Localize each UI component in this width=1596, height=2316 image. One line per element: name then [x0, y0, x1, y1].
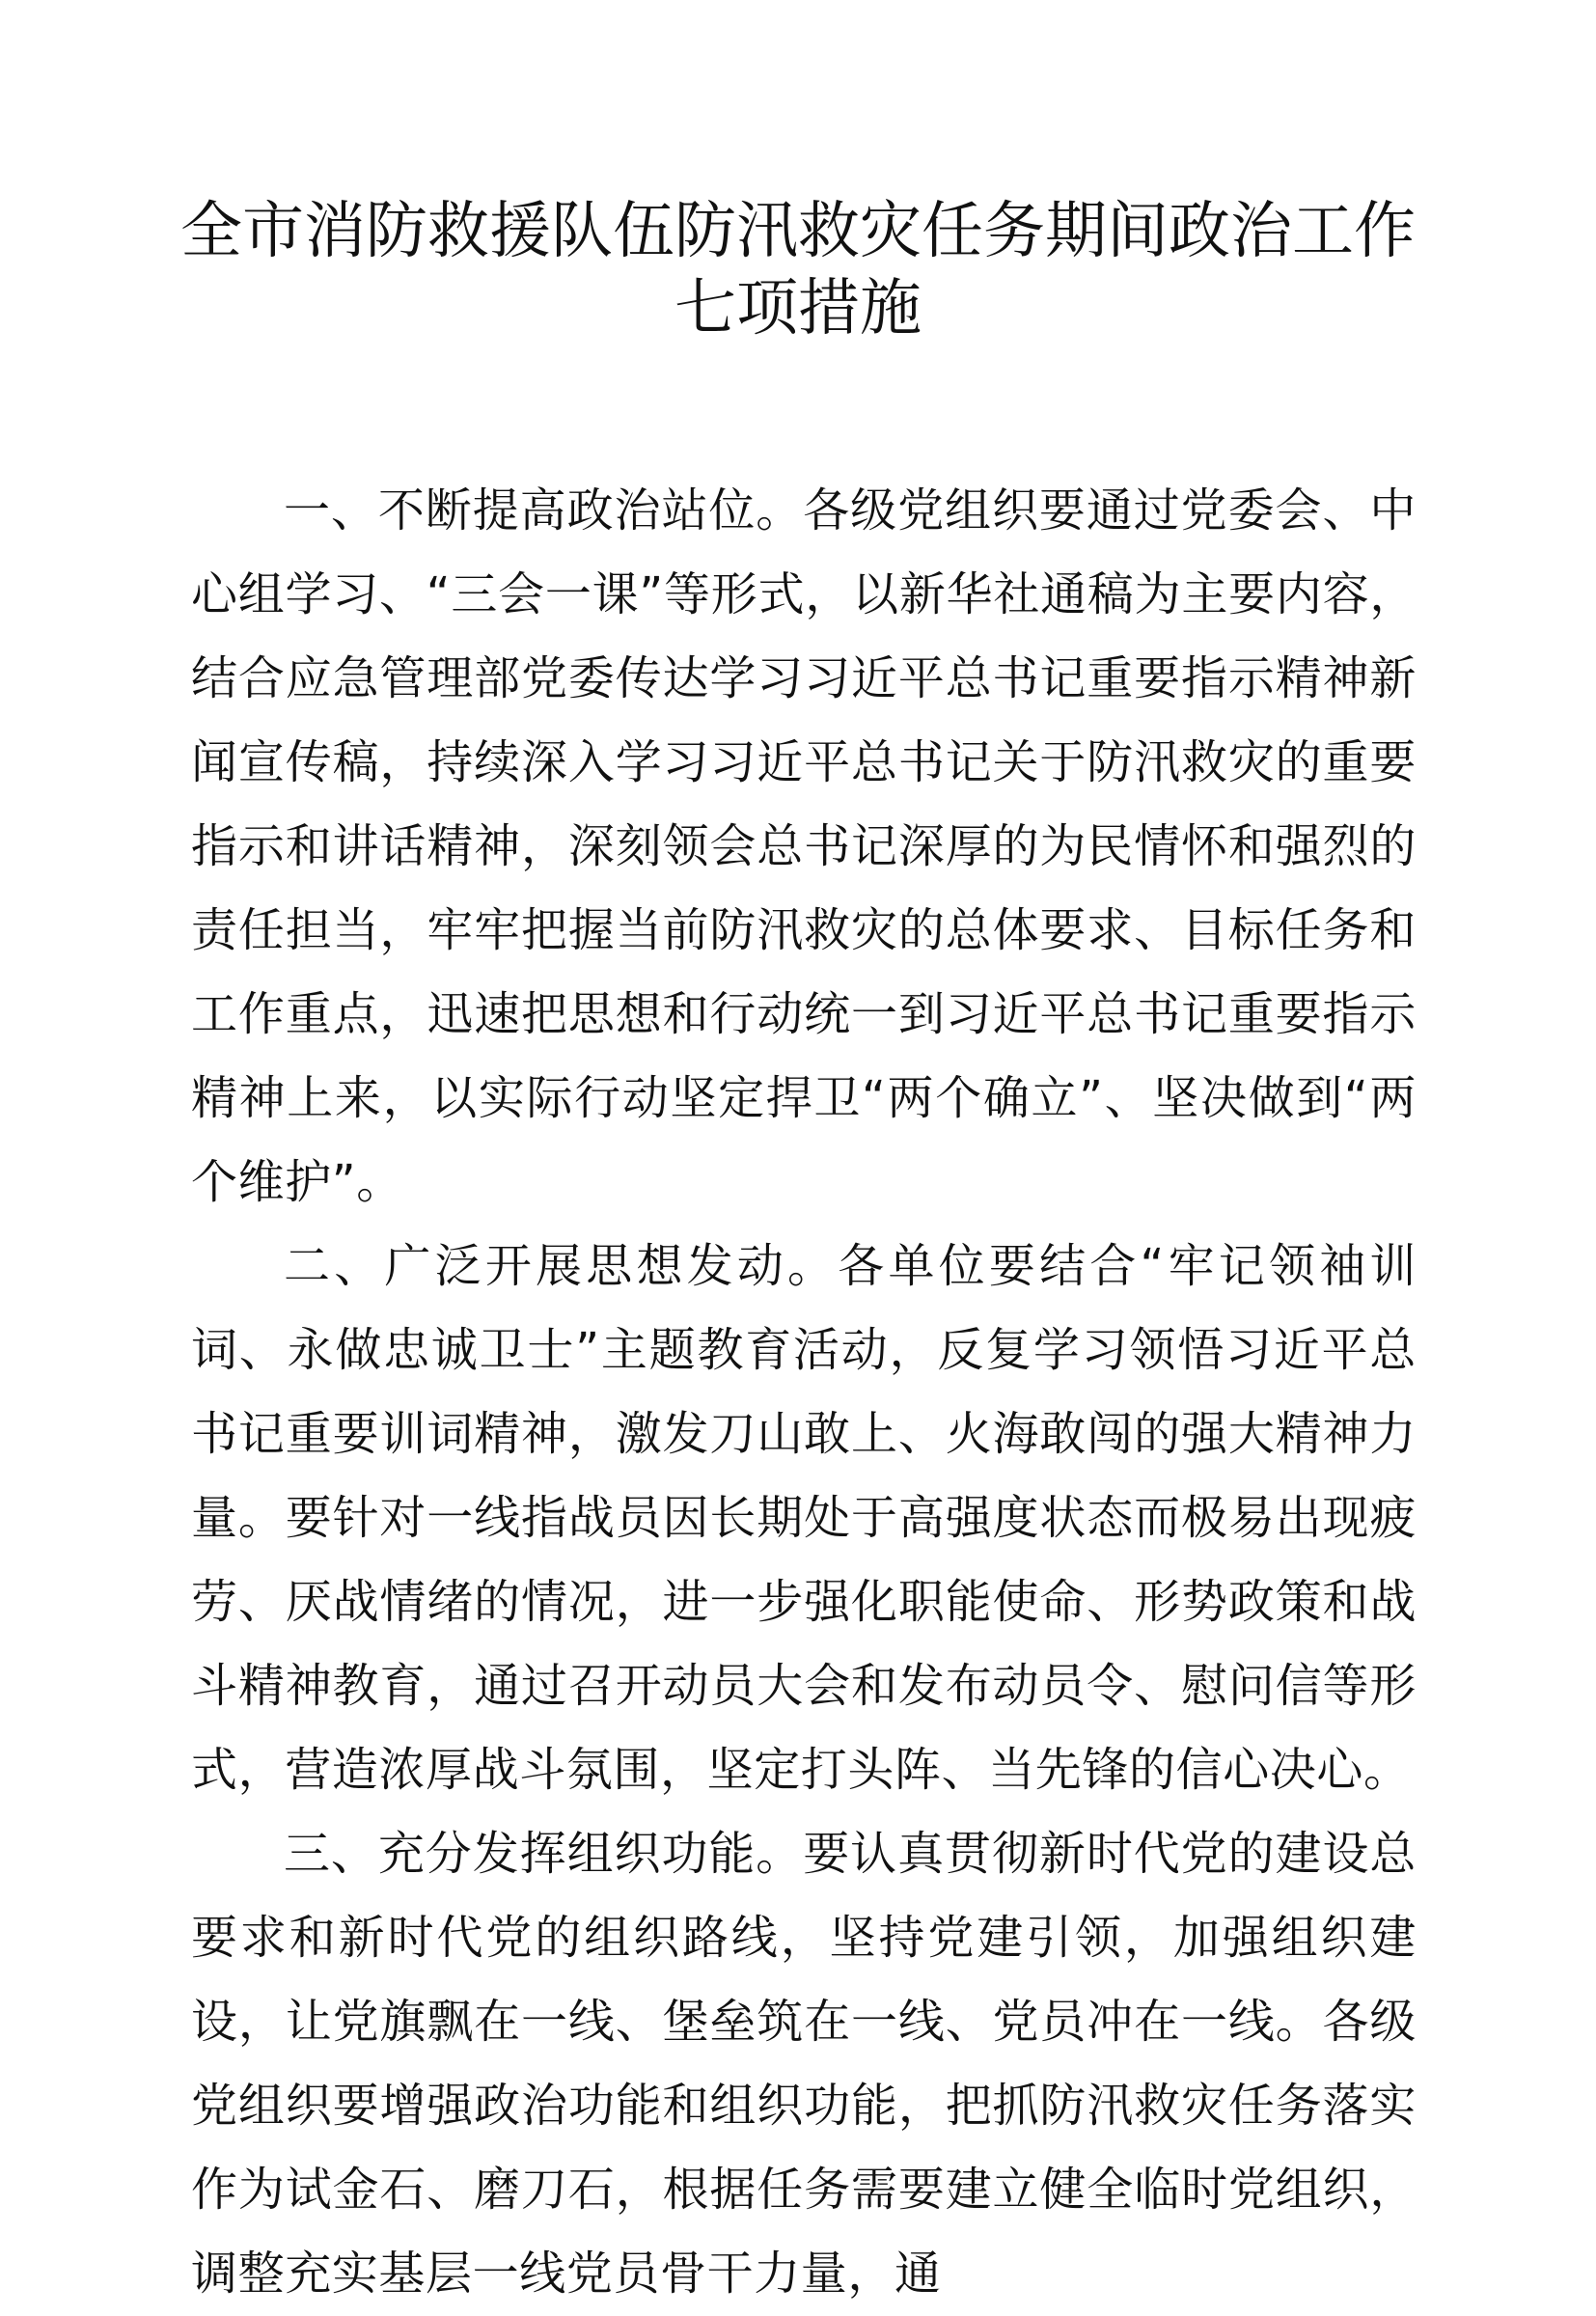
document-title — [174, 193, 1422, 347]
paragraph-2: 二、广泛开展思想发动。各单位要结合“牢记领袖训词、永做忠诚卫士”主题教育活动，反复学习领悟习近平总书记重要训词精神，激发刀山敢上、火海敢闯的强大精神力量。要针对一线指战员因长期处于高强度状态而极易出现疲劳、厌战情绪的情况，进一步强化职能使命、形势政策和战斗精神教育，通过召开动员大会和发布动员令、慰问信等形式，营造浓厚战斗氛围，坚定打头阵、当先锋的信心决心。 — [191, 1239, 1417, 1797]
paragraph-3: 三、充分发挥组织功能。要认真贯彻新时代党的建设总要求和新时代党的组织路线，坚持党建引领，加强组织建设，让党旗飘在一线、堡垒筑在一线、党员冲在一线。各级党组织要增强政治功能和组织功能，把抓防汛救灾任务落实作为试金石、磨刀石，根据任务需要建立健全临时党组织，调整充实基层一线党员骨干力量，通 — [191, 1827, 1417, 2301]
title-line-1: 全市消防救援队伍防汛救灾任务期间政治工作 — [180, 196, 1416, 267]
document-body — [191, 469, 1417, 2316]
paragraph-1: 一、不断提高政治站位。各级党组织要通过党委会、中心组学习、“三会一课”等形式，以新华社通稿为主要内容，结合应急管理部党委传达学习习近平总书记重要指示精神新闻宣传稿，持续深入学习习近平总书记关于防汛救灾的重要指示和讲话精神，深刻领会总书记深厚的为民情怀和强烈的责任担当，牢牢把握当前防汛救灾的总体要求、目标任务和工作重点，迅速把思想和行动统一到习近平总书记重要指示精神上来，以实际行动坚定捍卫“两个确立”、坚决做到“两个维护”。 — [191, 483, 1417, 1209]
title-line-2: 七项措施 — [674, 273, 922, 345]
